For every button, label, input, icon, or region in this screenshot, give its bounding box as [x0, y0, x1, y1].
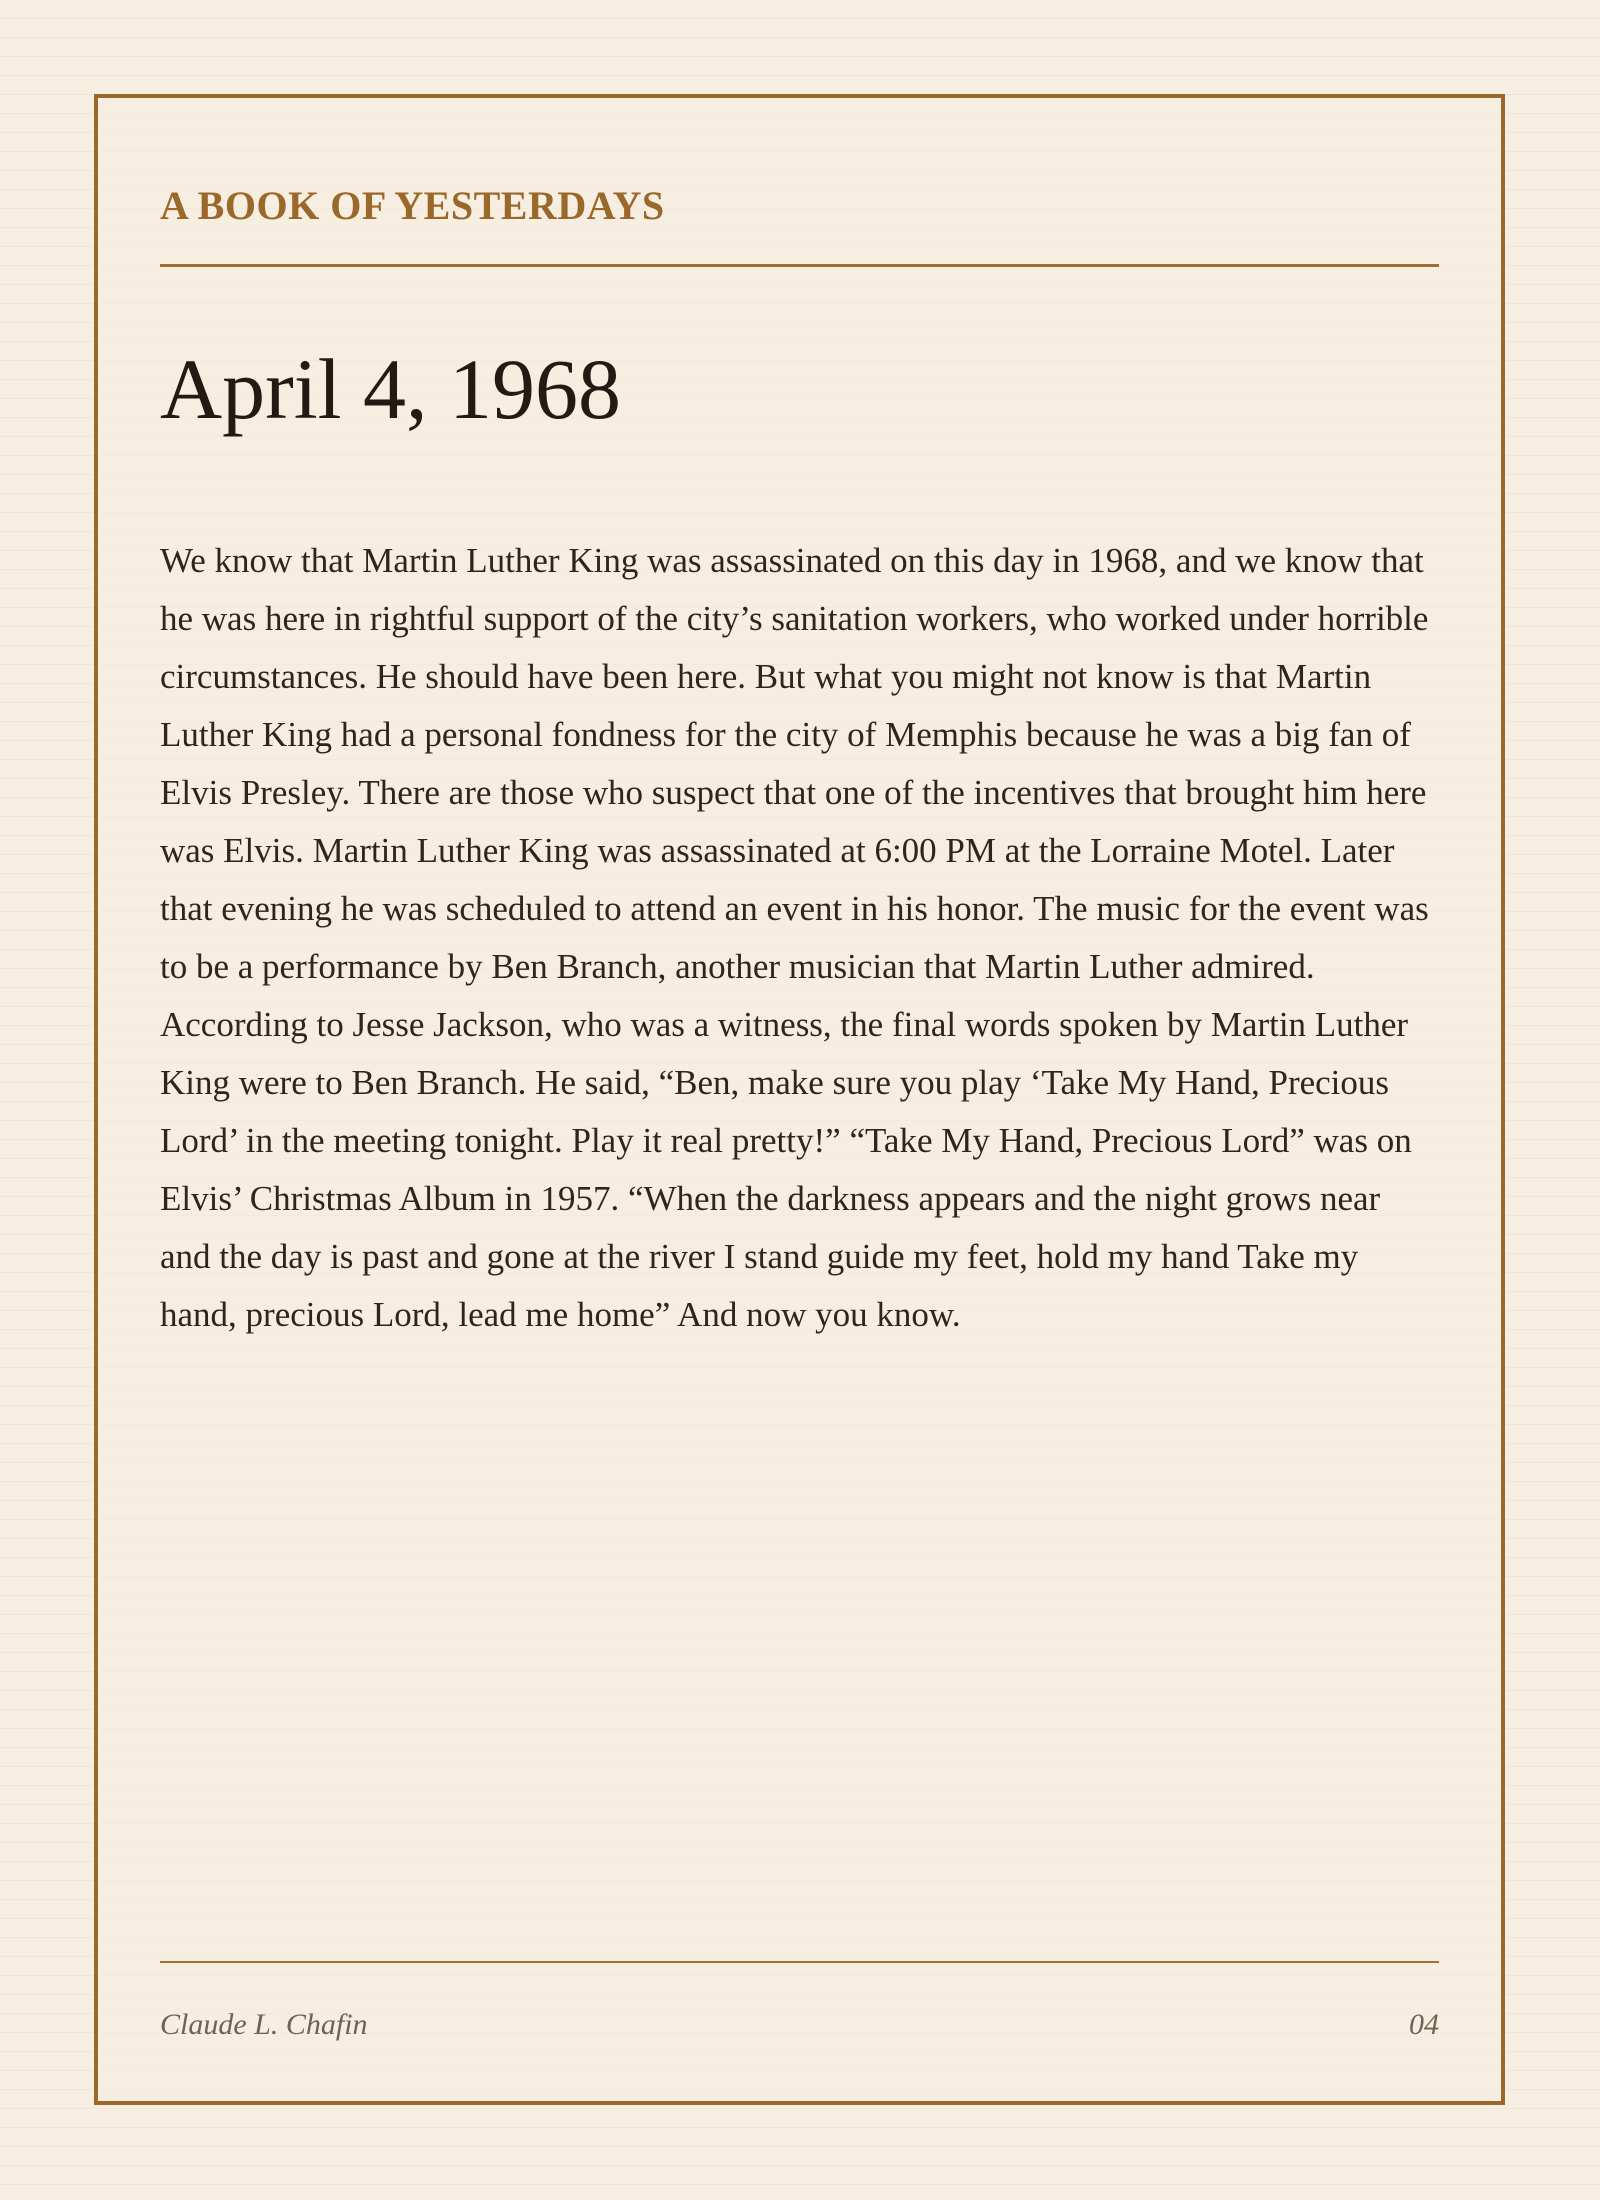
author-name: Claude L. Chafin — [160, 2008, 368, 2041]
book-title: A BOOK OF YESTERDAYS — [160, 183, 665, 228]
page-number: 04 — [1409, 2008, 1439, 2041]
header-divider — [160, 264, 1439, 267]
footer-divider — [160, 1961, 1439, 1963]
page-content — [160, 98, 1439, 2101]
page-frame — [94, 94, 1505, 2105]
entry-body-text: We know that Martin Luther King was assassinated on this day in 1968, and we know that he was here in rightful support of the city’s sanitation workers, who worked under horrible circumstances. He should have been here. But what you might not know is that Martin Luther King had a personal fondness for the city of Memphis because he was a big fan of Elvis Presley. There are those who suspect that one of the incentives that brought him here was Elvis. Martin Luther King was assassinated at 6:00 PM at the Lorraine Motel. Later that evening he was scheduled to attend an event in his honor. The music for the event was to be a performance by Ben Branch, another musician that Martin Luther admired. According to Jesse Jackson, who was a witness, the final words spoken by Martin Luther King were to Ben Branch. He said, “Ben, make sure you play ‘Take My Hand, Precious Lord’ in the meeting tonight. Play it real pretty!” “Take My Hand, Precious Lord” was on Elvis’ Christmas Album in 1957. “When the darkness appears and the night grows near and the day is past and gone at the river I stand guide my feet, hold my hand Take my hand, precious Lord, lead me home” And now you know. — [160, 541, 1429, 1334]
entry-date-heading: April 4, 1968 — [160, 341, 622, 437]
